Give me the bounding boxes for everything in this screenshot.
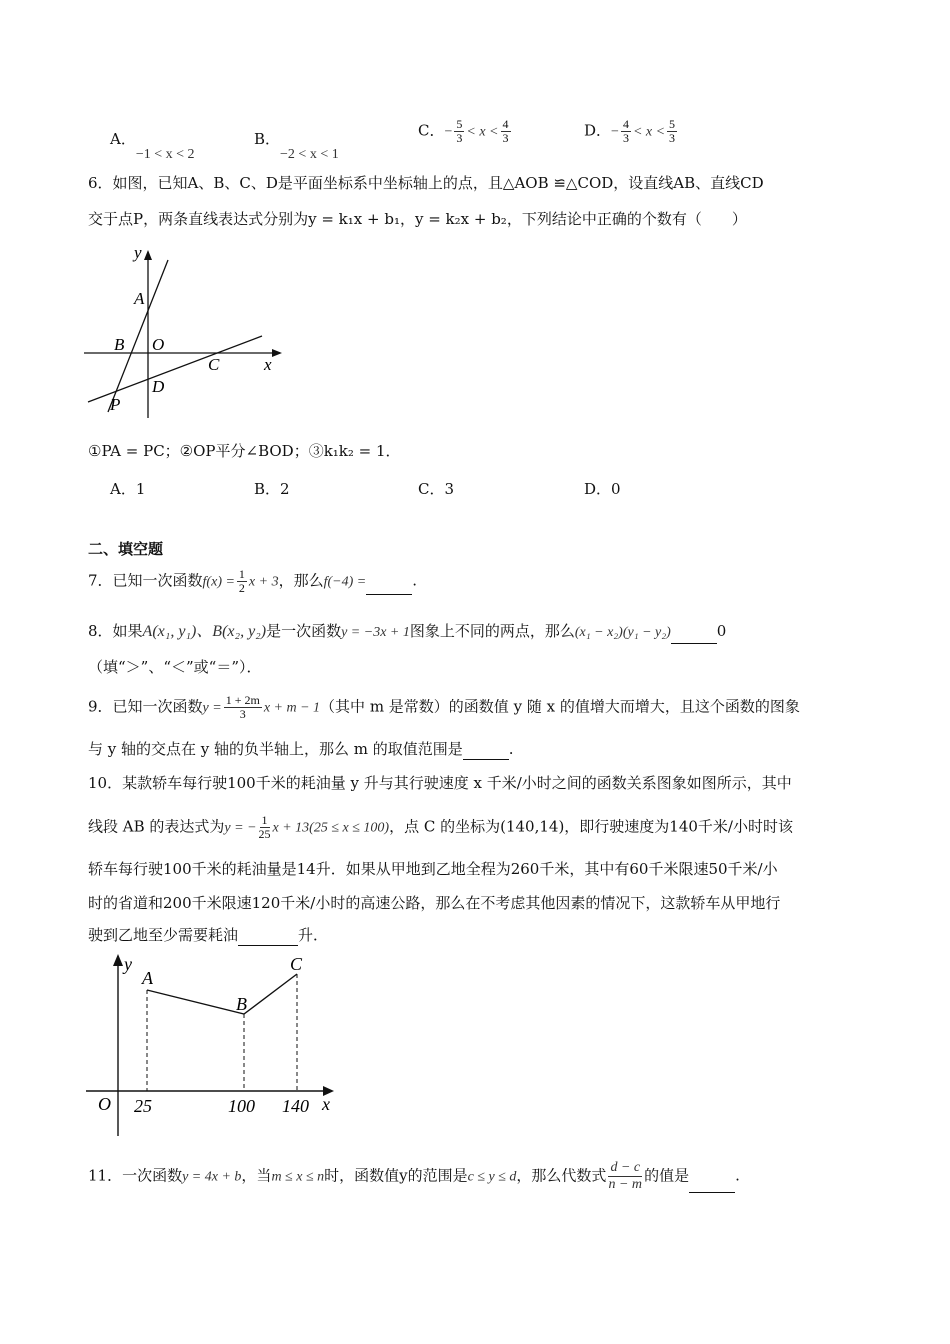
q10-line2: 线段 AB 的表达式为y = − $\frac{1}{25}$ x + 13(25 ≤ x ≤ 100)，点 C 的坐标为(140,14)，即行驶速度为140千米/小时时该 xyxy=(88,813,793,841)
q5-option-d: D．− $\frac{4}{3}$ < x < $\frac{5}{3}$ xyxy=(584,117,676,145)
q10-label-b: B xyxy=(236,994,247,1014)
q10-label-y: y xyxy=(124,954,132,974)
q10-tick-100: 100 xyxy=(228,1096,255,1116)
q10-line1: 10．某款轿车每行驶100千米的耗油量 y 升与其行驶速度 x 千米/小时之间的函数关系图象如图所示，其中 xyxy=(88,774,792,792)
q6-label-d: D xyxy=(152,377,165,396)
q6-label-c: C xyxy=(208,355,220,374)
q6-stem-line2: 交于点P，两条直线表达式分别为y = k₁x + b₁，y = k₂x + b₂，下列结论中正确的个数有（ ） xyxy=(88,210,747,228)
q10-label-o: O xyxy=(98,1094,111,1114)
q10-label-x: x xyxy=(322,1094,330,1114)
q10-figure xyxy=(86,948,346,1140)
q6-label-p: P xyxy=(110,395,121,414)
q10-line4: 时的省道和200千米限速120千米/小时的高速公路，那么在不考虑其他因素的情况下，这款轿车从甲地行 xyxy=(88,894,781,912)
q6-stem-line1: 6．如图，已知A、B、C、D是平面坐标系中坐标轴上的点，且△AOB ≌△COD，设直线AB、直线CD xyxy=(88,174,764,192)
q6-label-o: O xyxy=(152,335,165,354)
q8-line2: （填“＞”、“＜”或“＝”）． xyxy=(88,658,262,676)
q10-label-a: A xyxy=(142,968,153,988)
q10-tick-140: 140 xyxy=(282,1096,309,1116)
q8-line1: 8．如果A(x₁, y₁)、B(x₂, y₂)是一次函数y = −3x + 1图象上不同的两点，那么(x₁ − x₂)(y₁ − y₂) 0 xyxy=(88,620,726,644)
q9-line2: 与 y 轴的交点在 y 轴的负半轴上，那么 m 的取值范围是 . xyxy=(88,740,514,758)
q7: 7．已知一次函数f(x) = $\frac{1}{2}$ x + 3，那么f(−4) = . xyxy=(88,567,417,595)
q6-label-x: x xyxy=(264,355,272,374)
q6-option-b: B．2 xyxy=(254,480,290,498)
q10-graph xyxy=(147,974,297,1014)
q6-option-d: D．0 xyxy=(584,480,621,498)
q8-answer-blank[interactable] xyxy=(671,629,717,644)
q6-label-b: B xyxy=(114,335,125,354)
q6-label-a: A xyxy=(134,289,145,308)
q10-line3: 轿车每行驶100千米的耗油量是14升．如果从甲地到乙地全程为260千米，其中有60千米限速50千米/小 xyxy=(88,860,778,878)
q11-answer-blank[interactable] xyxy=(689,1178,735,1193)
q5-option-a: A．−1 < x < 2 xyxy=(110,130,195,162)
q6-label-y: y xyxy=(134,243,142,262)
q10-y-arrow xyxy=(113,954,123,966)
q5-option-b: B．−2 < x < 1 xyxy=(254,130,339,162)
q11: 11．一次函数y = 4x + b，当m ≤ x ≤ n时，函数值y的范围是c ≤ y ≤ d，那么代数式 $\frac{d - c}{n - m}$ 的值是 . xyxy=(88,1160,740,1192)
q7-answer-blank[interactable] xyxy=(366,580,412,595)
q9-line1: 9．已知一次函数y = $\frac{1 + 2m}{3}$ x + m − 1（其中 m 是常数）的函数值 y 随 x 的值增大而增大，且这个函数的图象 xyxy=(88,693,800,721)
q6-conclusions: ①PA = PC；②OP平分∠BOD；③k₁k₂ = 1． xyxy=(88,442,401,460)
q6-figure xyxy=(84,240,294,420)
q6-x-arrow xyxy=(272,349,282,357)
q10-tick-25: 25 xyxy=(134,1096,152,1116)
q10-label-c: C xyxy=(290,954,303,974)
q9-answer-blank[interactable] xyxy=(463,745,509,760)
q6-y-arrow xyxy=(144,250,152,260)
q10-answer-blank[interactable] xyxy=(238,931,298,946)
q6-option-c: C．3 xyxy=(418,480,455,498)
section-title: 二、填空题 xyxy=(88,540,164,558)
q6-option-a: A．1 xyxy=(110,480,146,498)
q10-line5: 驶到乙地至少需要耗油 升． xyxy=(88,926,329,944)
q5-option-c: C．− $\frac{5}{3}$ < x < $\frac{4}{3}$ xyxy=(418,117,509,145)
